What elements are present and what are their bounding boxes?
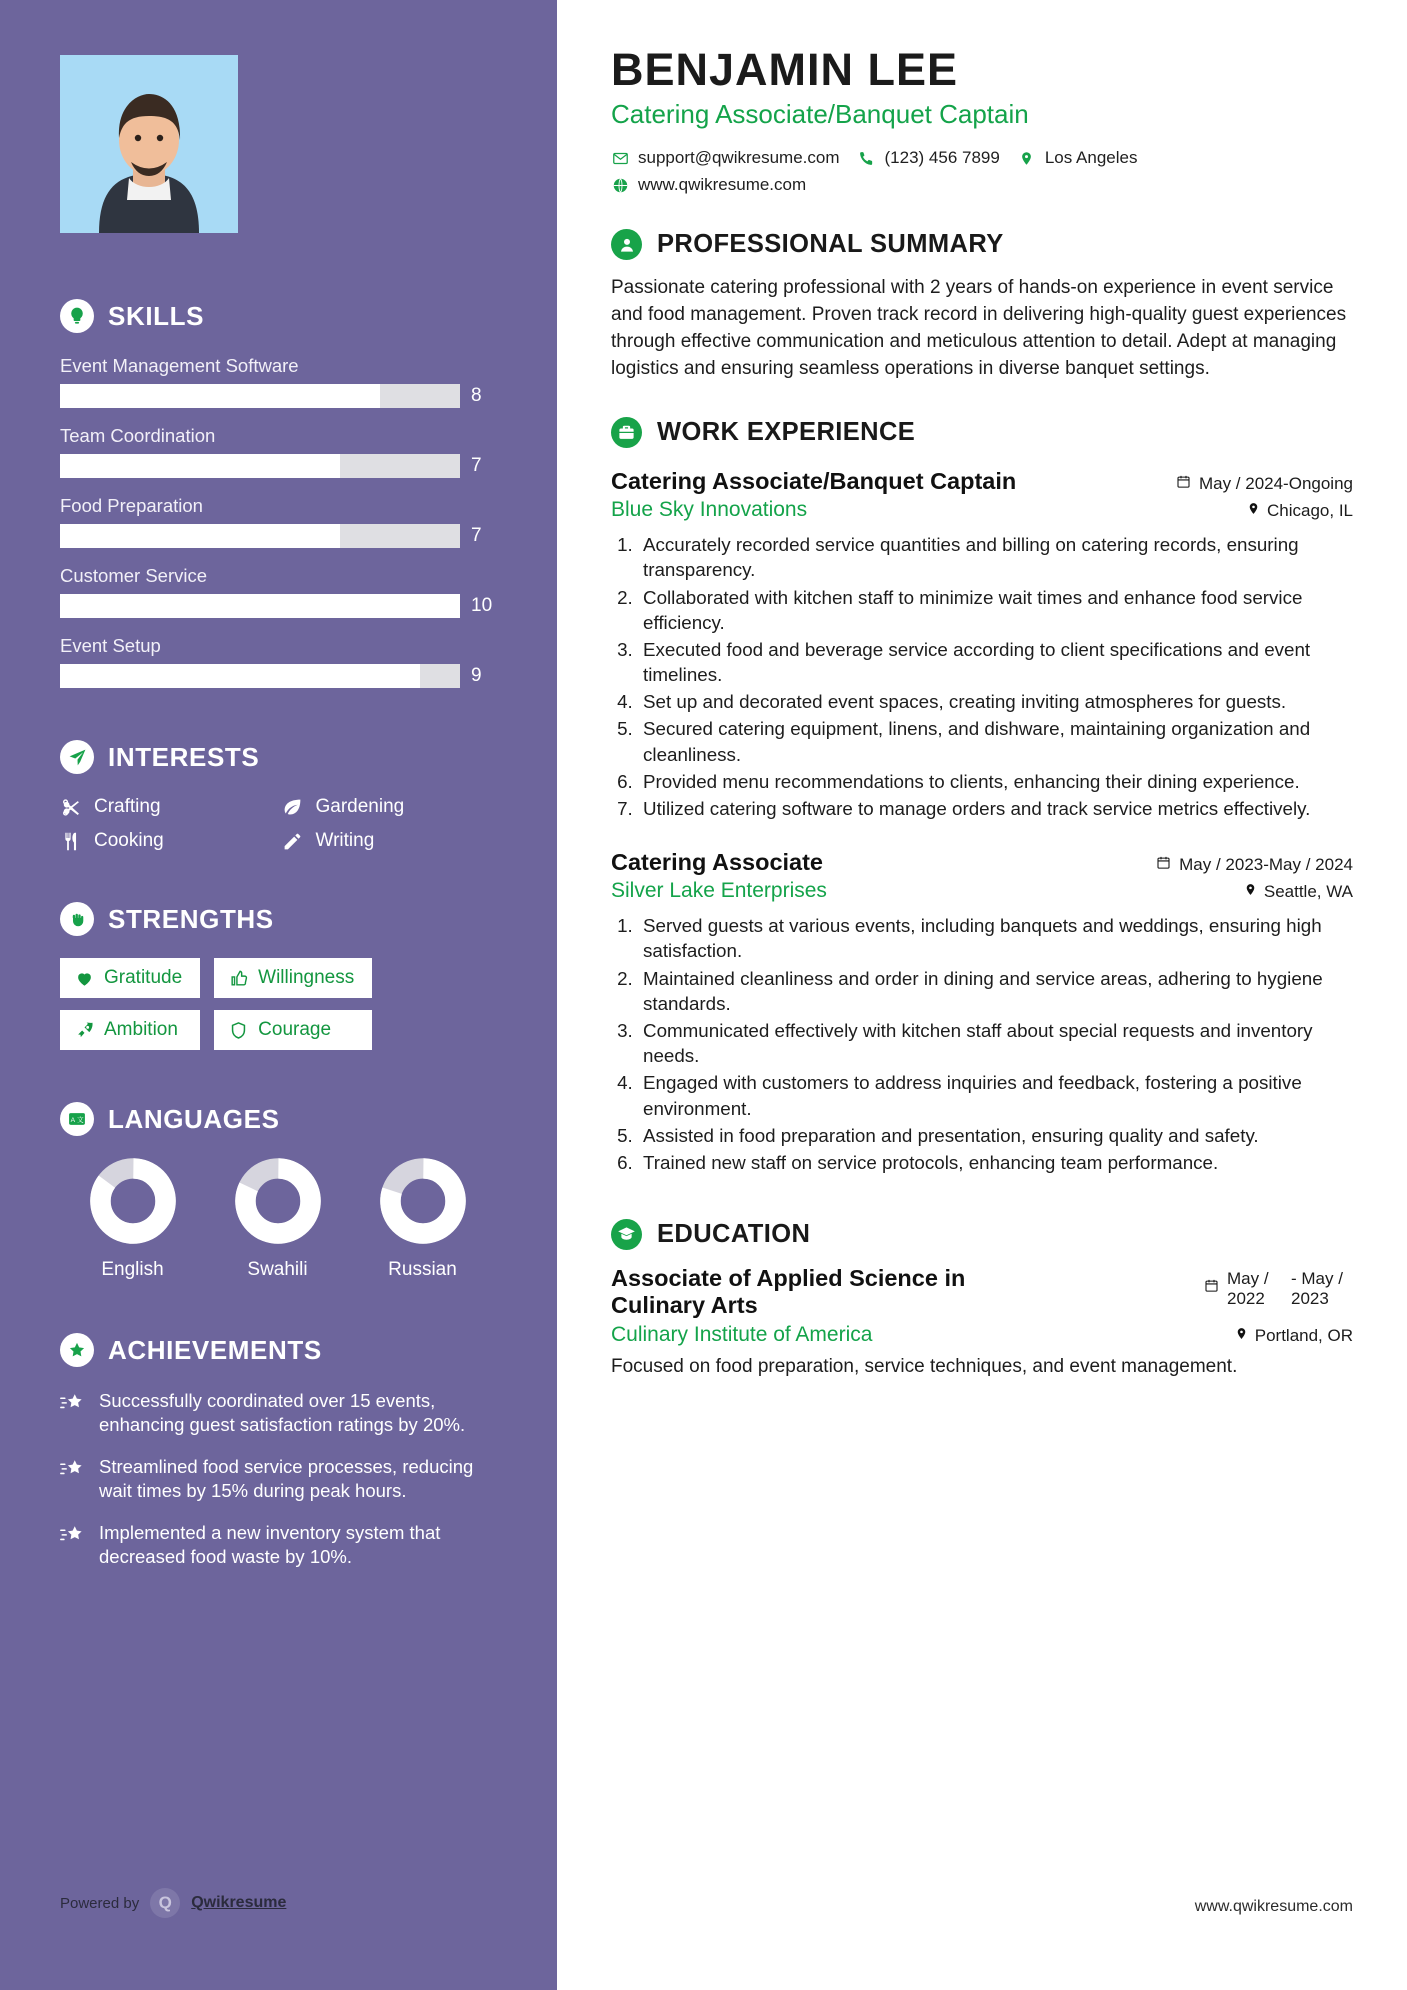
skill-row xyxy=(60,355,495,408)
interests-title: INTERESTS xyxy=(108,741,260,772)
job-bullet: 3. Communicated effectively with kitchen staff about special requests and inventory needs. xyxy=(638,1018,1353,1068)
interest-item xyxy=(60,796,274,818)
achievements-title: ACHIEVEMENTS xyxy=(108,1334,322,1365)
education-description: Focused on food preparation, service techniques, and event management. xyxy=(611,1355,1238,1377)
languages-header xyxy=(60,1102,495,1136)
leaf-icon xyxy=(282,796,304,818)
work-title: WORK EXPERIENCE xyxy=(657,418,916,447)
strengths-title: STRENGTHS xyxy=(108,903,274,934)
job-location xyxy=(1244,882,1353,902)
education-title: EDUCATION xyxy=(657,1220,811,1249)
paper-plane-icon xyxy=(60,740,94,774)
job-bullet: 5. Assisted in food preparation and presentation, ensuring quality and safety. xyxy=(638,1123,1353,1148)
summary-title: PROFESSIONAL SUMMARY xyxy=(657,230,1004,259)
shooting-star-icon xyxy=(60,1455,86,1504)
achievement-item xyxy=(60,1455,495,1504)
powered-by-footer xyxy=(60,1888,286,1918)
language-donut-chart xyxy=(235,1158,321,1244)
skill-label: Event Management Software xyxy=(60,355,299,376)
interest-label: Gardening xyxy=(315,796,405,817)
map-pin-icon xyxy=(1244,882,1257,902)
skill-bar xyxy=(60,454,460,478)
language-donut-chart xyxy=(90,1158,176,1244)
language-donut-chart xyxy=(380,1158,466,1244)
strength-label: Courage xyxy=(258,1019,332,1040)
job-bullet: 1. Accurately recorded service quantities and billing on catering records, ensuring transparency. xyxy=(638,532,1353,582)
svg-text:文: 文 xyxy=(77,1116,84,1124)
avatar-illustration xyxy=(60,78,238,233)
skill-bar xyxy=(60,524,460,548)
interests-section xyxy=(60,740,495,852)
education-location-text: Portland, OR xyxy=(1254,1325,1353,1345)
education-school: Culinary Institute of America xyxy=(611,1322,873,1346)
skill-row xyxy=(60,565,495,618)
languages-title: LANGUAGES xyxy=(108,1103,280,1134)
strength-chip xyxy=(214,958,372,998)
skill-bar xyxy=(60,384,460,408)
job-bullet: 4. Set up and decorated event spaces, creating inviting atmospheres for guests. xyxy=(638,689,1353,714)
map-pin-icon xyxy=(1247,501,1260,521)
education-header xyxy=(611,1219,1353,1250)
contact-website[interactable] xyxy=(611,175,806,195)
skills-header xyxy=(60,299,495,333)
language-item xyxy=(380,1158,466,1281)
skill-row xyxy=(60,425,495,478)
achievement-text: Successfully coordinated over 15 events, enhancing guest satisfaction ratings by 20%. xyxy=(99,1390,466,1436)
job-location-text: Chicago, IL xyxy=(1267,501,1353,521)
skill-row xyxy=(60,635,495,688)
education-location xyxy=(1235,1326,1353,1346)
job-company: Silver Lake Enterprises xyxy=(611,879,827,903)
sidebar xyxy=(0,0,557,1990)
language-item xyxy=(90,1158,176,1281)
candidate-name: BENJAMIN LEE xyxy=(611,44,959,95)
interest-label: Crafting xyxy=(94,796,161,817)
contact-phone-text: (123) 456 7899 xyxy=(884,148,1000,168)
job-location-text: Seattle, WA xyxy=(1263,882,1353,902)
strength-chip xyxy=(60,958,200,998)
summary-text: Passionate catering professional with 2 years of hands-on experience in event service and food management. Proven track record in delivering high-quality guest experiences through effective communication and meticulous attention to detail. Adept at managing logistics and ensuring seamless operations in diverse banquet settings. xyxy=(611,277,1347,380)
translate-icon xyxy=(60,1102,94,1136)
job-bullet: 6. Provided menu recommendations to clients, enhancing their dining experience. xyxy=(638,769,1353,794)
work-experience-section xyxy=(611,417,1353,1175)
language-item xyxy=(235,1158,321,1281)
education-end-date: - May / 2023 xyxy=(1291,1269,1343,1309)
skill-value: 8 xyxy=(471,385,482,406)
achievement-text: Implemented a new inventory system that decreased food waste by 10%. xyxy=(99,1521,441,1568)
map-pin-icon xyxy=(1235,1326,1248,1346)
powered-by-label: Powered by xyxy=(60,1894,140,1912)
main-footer-url: www.qwikresume.com xyxy=(1194,1898,1353,1915)
shooting-star-icon xyxy=(60,1389,86,1438)
job-date xyxy=(1156,855,1353,875)
job-bullet: 6. Trained new staff on service protocols, enhancing team performance. xyxy=(638,1150,1353,1175)
user-circle-icon xyxy=(611,229,642,260)
calendar-icon xyxy=(1204,1269,1219,1298)
heart-icon xyxy=(74,968,94,988)
job-entry xyxy=(611,468,1353,821)
map-pin-icon xyxy=(1018,149,1036,167)
lightbulb-icon xyxy=(60,299,94,333)
achievements-header xyxy=(60,1333,495,1367)
job-bullet: 2. Maintained cleanliness and order in dining and service areas, adhering to hygiene standards. xyxy=(638,966,1353,1016)
education-start-date: May / 2022 xyxy=(1227,1269,1269,1309)
main-content xyxy=(557,0,1407,1990)
fist-icon xyxy=(60,902,94,936)
skill-bar xyxy=(60,594,460,618)
contact-email-text: support@qwikresume.com xyxy=(638,148,840,168)
job-title: Catering Associate/Banquet Captain xyxy=(611,468,1017,495)
contact-row-primary xyxy=(611,148,1353,168)
contact-location xyxy=(1018,148,1138,168)
achievement-item xyxy=(60,1521,495,1570)
skill-label: Food Preparation xyxy=(60,495,203,516)
education-degree: Associate of Applied Science in Culinary Arts xyxy=(611,1265,966,1319)
interest-item xyxy=(60,830,274,852)
utensils-icon xyxy=(60,830,82,852)
job-date-text: May / 2024-Ongoing xyxy=(1198,474,1353,494)
skill-value: 9 xyxy=(471,665,482,686)
calendar-icon xyxy=(1156,855,1171,875)
contact-row-secondary xyxy=(611,175,1353,195)
strength-label: Ambition xyxy=(104,1019,178,1040)
interest-item xyxy=(282,830,496,852)
job-bullet-list xyxy=(638,532,1353,821)
strength-chip xyxy=(60,1010,200,1050)
svg-text:A: A xyxy=(70,1116,76,1124)
education-dates xyxy=(1204,1265,1353,1309)
candidate-role: Catering Associate/Banquet Captain xyxy=(611,99,1029,130)
job-title: Catering Associate xyxy=(611,849,824,876)
qwikresume-logo-icon xyxy=(150,1888,180,1918)
interests-header xyxy=(60,740,495,774)
qwikresume-link[interactable]: Qwikresume xyxy=(191,1894,287,1911)
strength-label: Willingness xyxy=(258,967,355,988)
professional-summary-section xyxy=(611,229,1353,383)
interest-label: Cooking xyxy=(94,830,164,851)
job-location xyxy=(1247,501,1353,521)
contact-location-text: Los Angeles xyxy=(1044,148,1138,168)
languages-section xyxy=(60,1102,495,1281)
language-label: English xyxy=(101,1259,164,1280)
graduation-icon xyxy=(611,1219,642,1250)
strength-chip xyxy=(214,1010,372,1050)
skill-value: 7 xyxy=(471,455,482,476)
job-bullet: 7. Utilized catering software to manage orders and track service metrics effectively. xyxy=(638,796,1353,821)
job-company: Blue Sky Innovations xyxy=(611,498,808,522)
contact-phone[interactable] xyxy=(858,148,1000,168)
job-bullet-list xyxy=(638,913,1353,1175)
job-date-text: May / 2023-May / 2024 xyxy=(1179,855,1353,875)
strength-label: Gratitude xyxy=(104,967,183,988)
skill-value: 7 xyxy=(471,525,482,546)
star-badge-icon xyxy=(60,1333,94,1367)
job-bullet: 2. Collaborated with kitchen staff to minimize wait times and enhance food service efficiency. xyxy=(638,585,1353,635)
logo-letter: Q xyxy=(158,1893,172,1912)
skill-label: Event Setup xyxy=(60,635,161,656)
job-bullet: 5. Secured catering equipment, linens, and dishware, maintaining organization and cleanliness. xyxy=(638,716,1353,766)
summary-header xyxy=(611,229,1353,260)
contact-website-text: www.qwikresume.com xyxy=(638,175,807,195)
achievements-section xyxy=(60,1333,495,1569)
language-label: Swahili xyxy=(247,1259,308,1280)
job-date xyxy=(1176,474,1353,494)
skill-row xyxy=(60,495,495,548)
scissors-icon xyxy=(60,796,82,818)
pencil-icon xyxy=(282,830,304,852)
job-entry xyxy=(611,849,1353,1175)
skills-section xyxy=(60,299,495,688)
contact-email[interactable] xyxy=(611,148,840,168)
shooting-star-icon xyxy=(60,1521,86,1570)
achievement-text: Streamlined food service processes, reducing wait times by 15% during peak hours. xyxy=(99,1455,474,1502)
profile-photo xyxy=(60,55,238,233)
job-bullet: 1. Served guests at various events, including banquets and weddings, ensuring high satisfaction. xyxy=(638,913,1353,963)
interest-item xyxy=(282,796,496,818)
achievement-item xyxy=(60,1389,495,1438)
skill-label: Customer Service xyxy=(60,565,208,586)
strengths-header xyxy=(60,902,495,936)
job-bullet: 4. Engaged with customers to address inquiries and feedback, fostering a positive environment. xyxy=(638,1070,1353,1120)
language-label: Russian xyxy=(388,1259,457,1280)
skill-label: Team Coordination xyxy=(60,425,216,446)
phone-icon xyxy=(858,149,876,167)
interest-label: Writing xyxy=(315,830,375,851)
skill-bar xyxy=(60,664,460,688)
work-header xyxy=(611,417,1353,448)
skill-value: 10 xyxy=(471,595,493,616)
thumbs-up-icon xyxy=(228,968,248,988)
strengths-section xyxy=(60,902,495,1050)
rocket-icon xyxy=(74,1020,94,1040)
envelope-icon xyxy=(611,149,629,167)
shield-icon xyxy=(228,1020,248,1040)
education-section xyxy=(611,1219,1353,1380)
skills-title: SKILLS xyxy=(108,300,205,331)
briefcase-icon xyxy=(611,417,642,448)
globe-icon xyxy=(611,176,629,194)
calendar-icon xyxy=(1176,474,1191,494)
job-bullet: 3. Executed food and beverage service according to client specifications and event timelines. xyxy=(638,637,1353,687)
